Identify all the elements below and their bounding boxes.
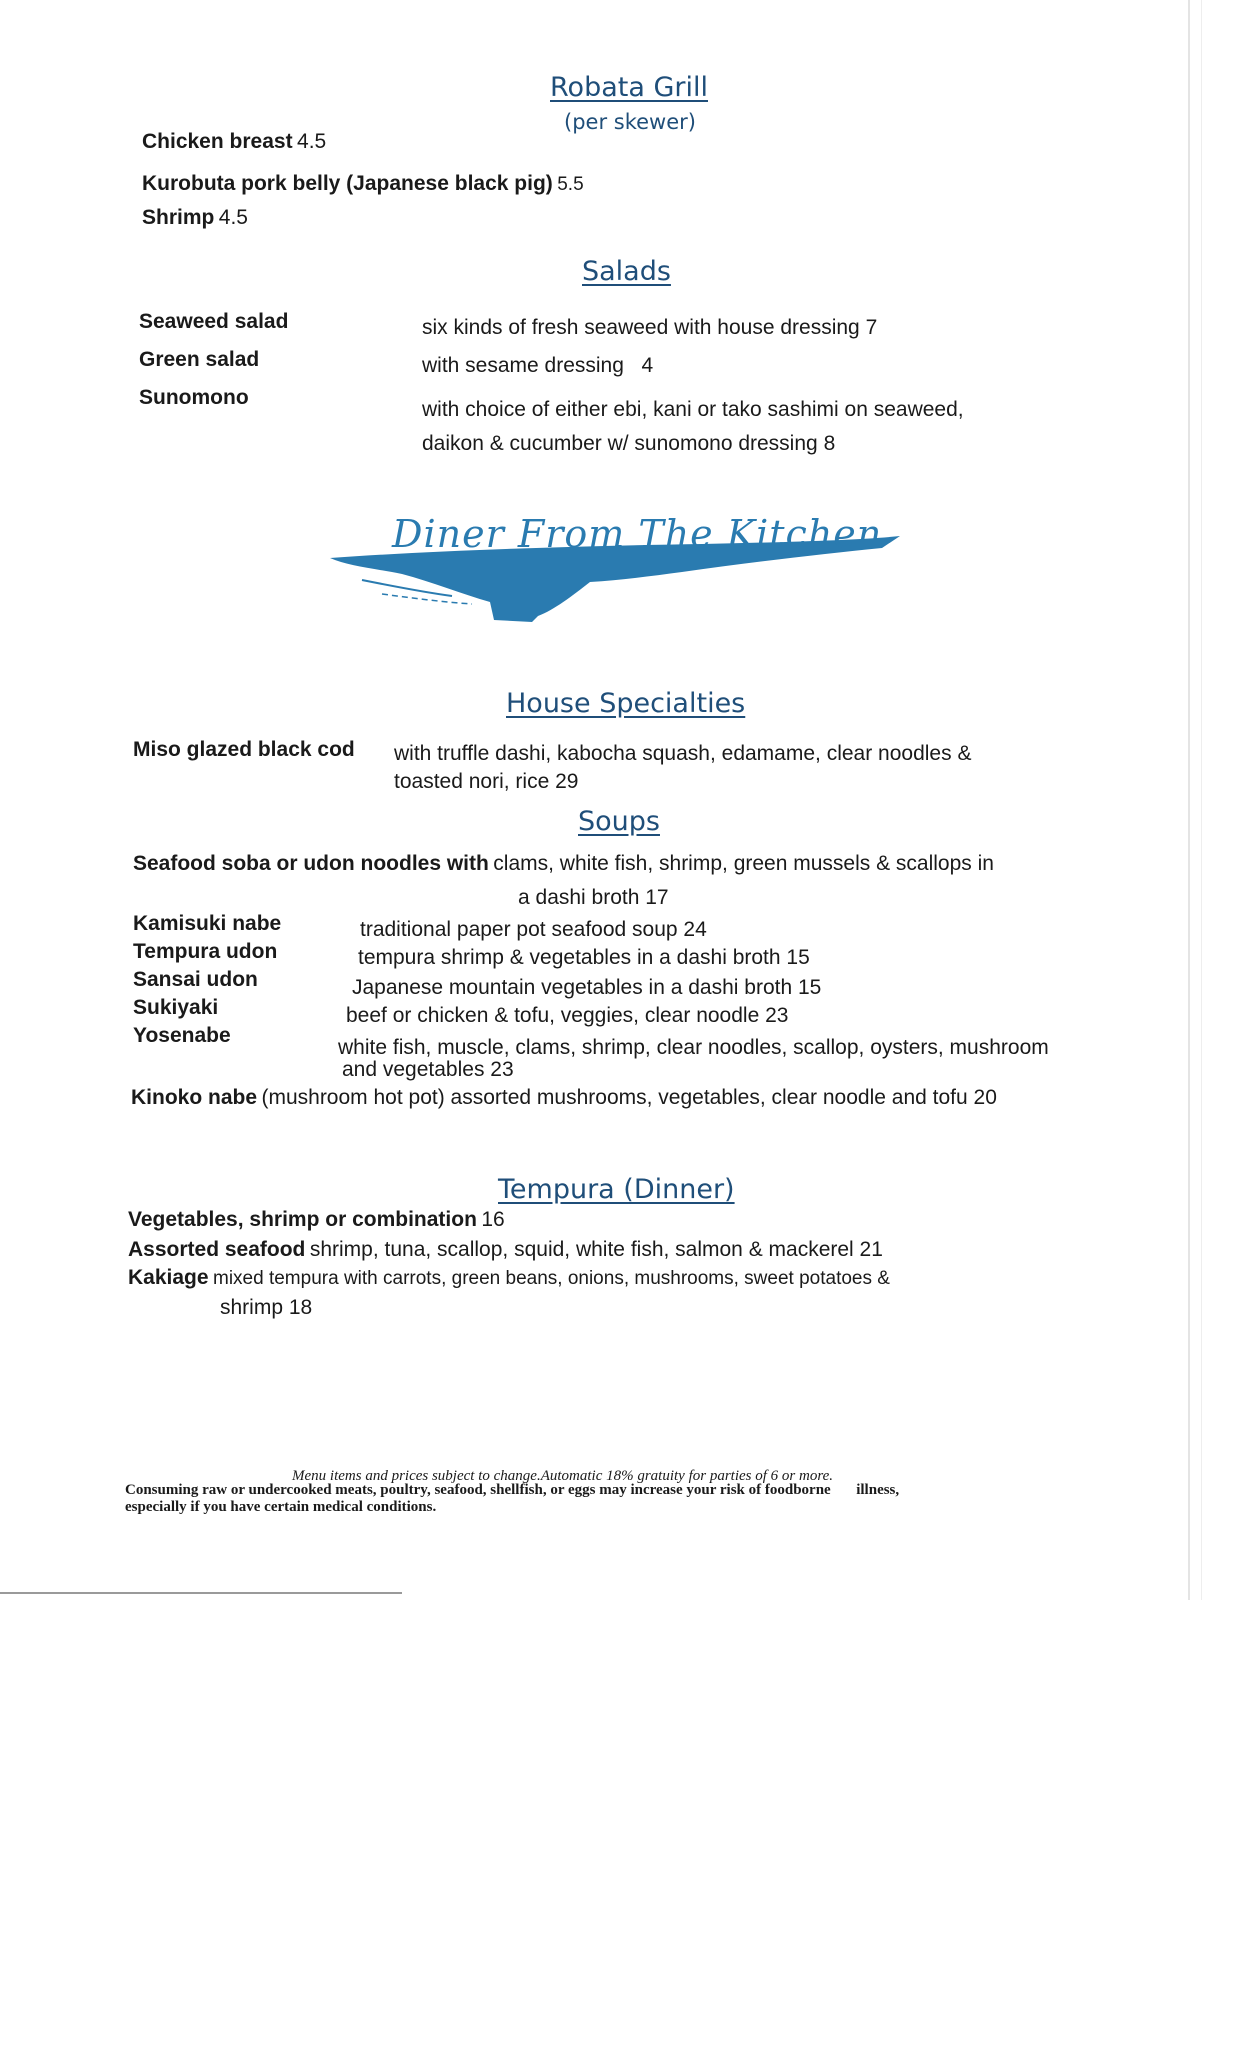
item-desc: with choice of either ebi, kani or tako sashimi on seaweed,	[422, 398, 964, 421]
item-name: Sunomono	[139, 386, 249, 409]
item-name: Sukiyaki	[133, 996, 219, 1019]
item-name: Assorted seafood	[128, 1238, 306, 1261]
desc-text: six kinds of fresh seaweed with house dressing	[422, 316, 860, 339]
salads-heading: Salads	[582, 256, 671, 287]
item-desc: beef or chicken & tofu, veggies, clear noodle 23	[346, 1004, 789, 1027]
item-desc: mixed tempura with carrots, green beans, onions, mushrooms, sweet potatoes &	[213, 1268, 890, 1289]
item-name: Green salad	[139, 348, 260, 371]
item-desc: white fish, muscle, clams, shrimp, clear noodles, scallop, oysters, mushroom	[338, 1036, 1049, 1059]
item-desc: tempura shrimp & vegetables in a dashi broth 15	[358, 946, 810, 969]
item-desc	[422, 316, 877, 340]
item-desc-cont: and vegetables 23	[342, 1058, 514, 1081]
item-name: Seaweed salad	[139, 310, 289, 333]
item-desc: with truffle dashi, kabocha squash, edamame, clear noodles &	[394, 742, 972, 765]
item-name: Kurobuta pork belly (Japanese black pig)	[142, 172, 553, 195]
item-price: 4.5	[297, 130, 327, 153]
item-desc: shrimp, tuna, scallop, squid, white fish, salmon & mackerel 21	[309, 1238, 883, 1261]
page-edge-line	[1188, 0, 1190, 1600]
item-name: Tempura udon	[133, 940, 278, 963]
desc-text: daikon & cucumber w/ sunomono dressing	[422, 432, 818, 455]
item-price: 8	[823, 432, 836, 455]
menu-item	[128, 1266, 890, 1290]
menu-item	[142, 172, 584, 196]
item-price: 4	[641, 354, 654, 377]
menu-item	[128, 1238, 883, 1262]
menu-item	[128, 1208, 505, 1232]
item-desc: Japanese mountain vegetables in a dashi broth 15	[352, 976, 822, 999]
footer-note: Menu items and prices subject to change.Automatic 18% gratuity for parties of 6 or more.	[292, 1468, 834, 1484]
item-name: Sansai udon	[133, 968, 258, 991]
item-desc: (mushroom hot pot) assorted mushrooms, vegetables, clear noodle and tofu 20	[261, 1086, 997, 1109]
footer-warning	[125, 1482, 899, 1516]
banner-title: Diner From The Kitchen	[392, 512, 883, 556]
item-name: Chicken breast	[142, 130, 293, 153]
item-price: 5.5	[557, 174, 584, 195]
menu-item	[142, 206, 248, 230]
warning-line-end: illness,	[856, 1482, 900, 1498]
item-price: 4.5	[218, 206, 248, 229]
item-price: 7	[865, 316, 878, 339]
menu-item	[131, 1086, 997, 1110]
warning-line-2: especially if you have certain medical conditions.	[125, 1499, 437, 1515]
item-desc	[422, 354, 653, 378]
bottom-rule	[0, 1592, 402, 1594]
tempura-heading: Tempura (Dinner)	[498, 1174, 735, 1205]
item-name: Shrimp	[142, 206, 215, 229]
menu-item	[133, 852, 994, 876]
item-name: Kinoko nabe	[131, 1086, 258, 1109]
item-name: Kakiage	[128, 1266, 209, 1289]
item-name: Yosenabe	[133, 1024, 231, 1047]
item-desc-cont: shrimp 18	[220, 1296, 313, 1319]
item-name: Kamisuki nabe	[133, 912, 282, 935]
warning-line-1: Consuming raw or undercooked meats, poultry, seafood, shellfish, or eggs may increase your risk of foodborne	[125, 1482, 831, 1498]
item-price: 16	[481, 1208, 505, 1231]
item-name: Vegetables, shrimp or combination	[128, 1208, 477, 1231]
item-desc: clams, white fish, shrimp, green mussels & scallops in	[493, 852, 994, 875]
item-name: Miso glazed black cod	[133, 738, 355, 761]
desc-text: with sesame dressing	[422, 354, 624, 377]
menu-item	[142, 130, 326, 154]
item-desc-cont	[422, 432, 835, 456]
item-name: Seafood soba or udon noodles with	[133, 852, 489, 875]
soups-heading: Soups	[578, 806, 660, 837]
robata-grill-heading: Robata Grill	[550, 72, 708, 103]
page-edge-line-2	[1201, 0, 1202, 1600]
item-desc-cont: toasted nori, rice 29	[394, 770, 579, 793]
item-desc-cont: a dashi broth 17	[518, 886, 669, 909]
house-specialties-heading: House Specialties	[506, 688, 746, 719]
robata-grill-subtitle: (per skewer)	[564, 110, 696, 134]
item-desc: traditional paper pot seafood soup 24	[360, 918, 707, 941]
